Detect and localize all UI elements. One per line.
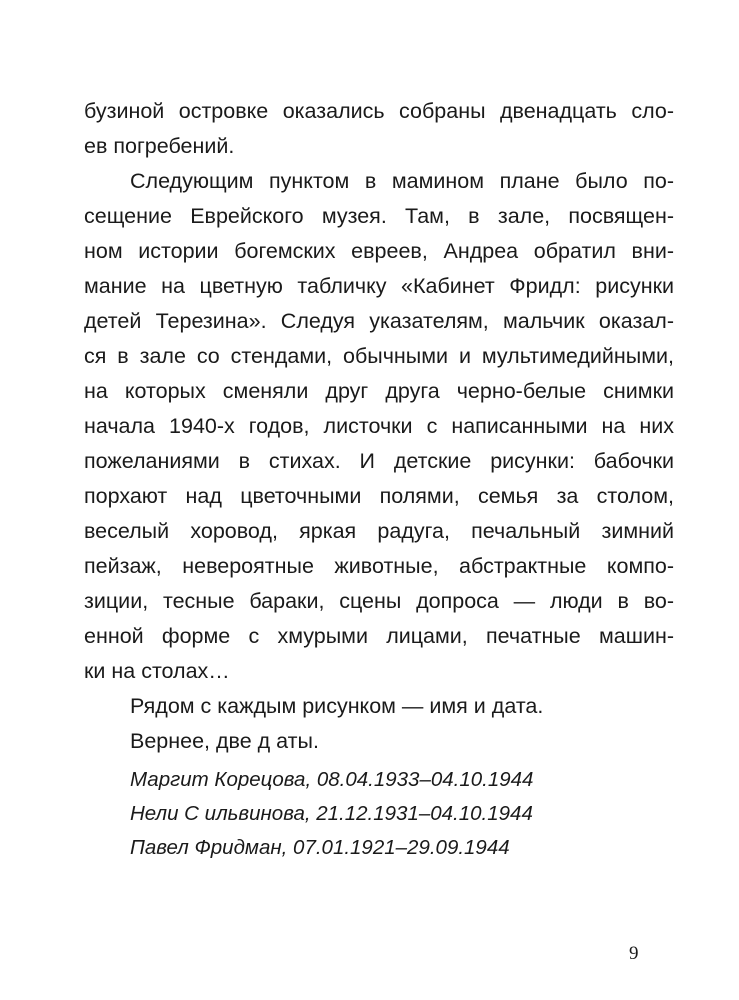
text-line: пейзаж, невероятные животные, абстрактные компо-: [84, 554, 674, 578]
body-text: [84, 94, 674, 759]
text-line: веселый хоровод, яркая радуга, печальный зимний: [84, 519, 674, 543]
signature-list: [130, 763, 650, 865]
signature-line: Маргит Корецова, 08.04.1933–04.10.1944: [130, 768, 534, 791]
signature-line: Павел Фридман, 07.01.1921–29.09.1944: [130, 836, 510, 859]
text-line: бузиной островке оказались собраны двенадцать сло-: [84, 99, 674, 123]
text-line: ки на столах…: [84, 659, 230, 683]
text-line: ся в зале со стендами, обычными и мультимедийными,: [84, 344, 674, 368]
text-line: порхают над цветочными полями, семья за столом,: [84, 484, 674, 508]
text-line: пожеланиями в стихах. И детские рисунки: бабочки: [84, 449, 674, 473]
page-number: 9: [629, 943, 639, 964]
text-line: мание на цветную табличку «Кабинет Фридл: рисунки: [84, 274, 674, 298]
signature-line: Нели С ильвинова, 21.12.1931–04.10.1944: [130, 802, 533, 825]
text-line: детей Терезина». Следуя указателям, мальчик оказал-: [84, 309, 674, 333]
text-line: ев погребений.: [84, 134, 235, 158]
text-line: зиции, тесные бараки, сцены допроса — люди в во-: [84, 589, 674, 613]
text-line: Рядом с каждым рисунком — имя и дата.: [130, 694, 544, 718]
text-line: енной форме с хмурыми лицами, печатные машин-: [84, 624, 674, 648]
text-line: Следующим пунктом в мамином плане было по-: [130, 169, 674, 193]
text-line: на которых сменяли друг друга черно-белые снимки: [84, 379, 674, 403]
text-line: ном истории богемских евреев, Андреа обратил вни-: [84, 239, 674, 263]
text-line: Вернее, две д аты.: [130, 729, 319, 753]
text-line: сещение Еврейского музея. Там, в зале, посвящен-: [84, 204, 674, 228]
text-line: начала 1940-х годов, листочки с написанными на них: [84, 414, 674, 438]
